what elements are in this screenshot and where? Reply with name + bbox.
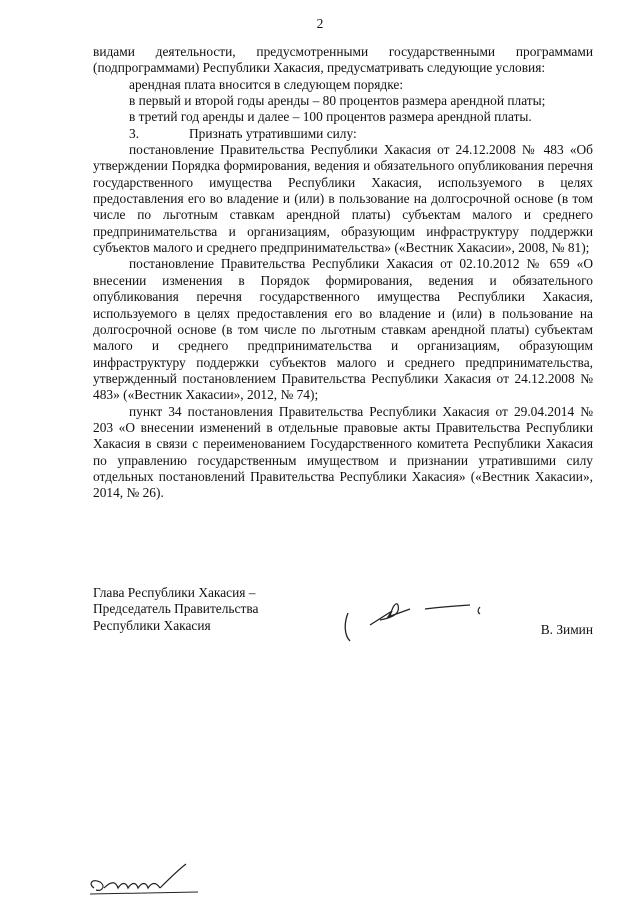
page-number: 2	[316, 16, 324, 31]
signer-title-line-3: Республики Хакасия	[93, 617, 211, 633]
handwritten-signature	[340, 595, 500, 650]
document-body	[93, 44, 593, 502]
item-3-number: 3.	[129, 125, 140, 141]
signer-title-line-1: Глава Республики Хакасия –	[93, 585, 256, 600]
paragraph-rent-year-3: в третий год аренды и далее – 100 процентов размера арендной платы.	[129, 109, 532, 125]
paragraph-resolution-203: пункт 34 постановления Правительства Республики Хакасия от 29.04.2014 № 203 «О внесении изменений в отдельные правовые акты Правительства Республики Хакасия в связи с переименованием Государственного комитета Республики Хакасия по управлению государственным имуществом и признании утратившими силу отдельных постановлений Правительства Республики Хакасия» («Вестник Хакасии», 2014, № 26).	[93, 403, 593, 501]
paragraph-resolution-659: постановление Правительства Республики Хакасия от 02.10.2012 № 659 «О внесении изменения в Порядок формирования, ведения и обязательного опубликования перечня государственного имущества Республики Хакасия, используемого в целях предоставления его во владение и (или) в пользование на долгосрочной основе (в том числе по льготным ставкам арендной платы) субъектам малого и среднего предпринимательства и организациям, образующим инфраструктуру поддержки субъектов малого и среднего предпринимательства, утвержденный постановлением Правительства Республики Хакасия от 24.12.2008 № 483» («Вестник Хакасии», 2012, № 74);	[93, 256, 593, 403]
signature-block	[93, 585, 258, 634]
paragraph-rent-order: арендная плата вносится в следующем порядке:	[129, 76, 404, 92]
paragraph-continuation: видами деятельности, предусмотренными государственными программами (подпрограммами) Республики Хакасия, предусматривать следующие условия:	[93, 44, 593, 76]
signer-name: В. Зимин	[540, 622, 593, 637]
handwritten-initials	[86, 860, 206, 900]
item-3-text: Признать утратившими силу:	[189, 125, 357, 141]
paragraph-rent-years-1-2: в первый и второй годы аренды – 80 процентов размера арендной платы;	[129, 93, 546, 109]
item-3	[93, 126, 593, 142]
signer-title-line-2: Председатель Правительства	[93, 601, 259, 617]
paragraph-resolution-483: постановление Правительства Республики Хакасия от 24.12.2008 № 483 «Об утверждении Порядка формирования, ведения и обязательного опубликования перечня государственного имущества Республики Хакасия, используемого в целях предоставления его во владение и (или) в пользование на долгосрочной основе (в том числе по льготным ставкам арендной платы) субъектам малого и среднего предпринимательства и организациям, образующим инфраструктуру поддержки субъектов малого и среднего предпринимательства» («Вестник Хакасии», 2008, № 81);	[93, 142, 593, 256]
